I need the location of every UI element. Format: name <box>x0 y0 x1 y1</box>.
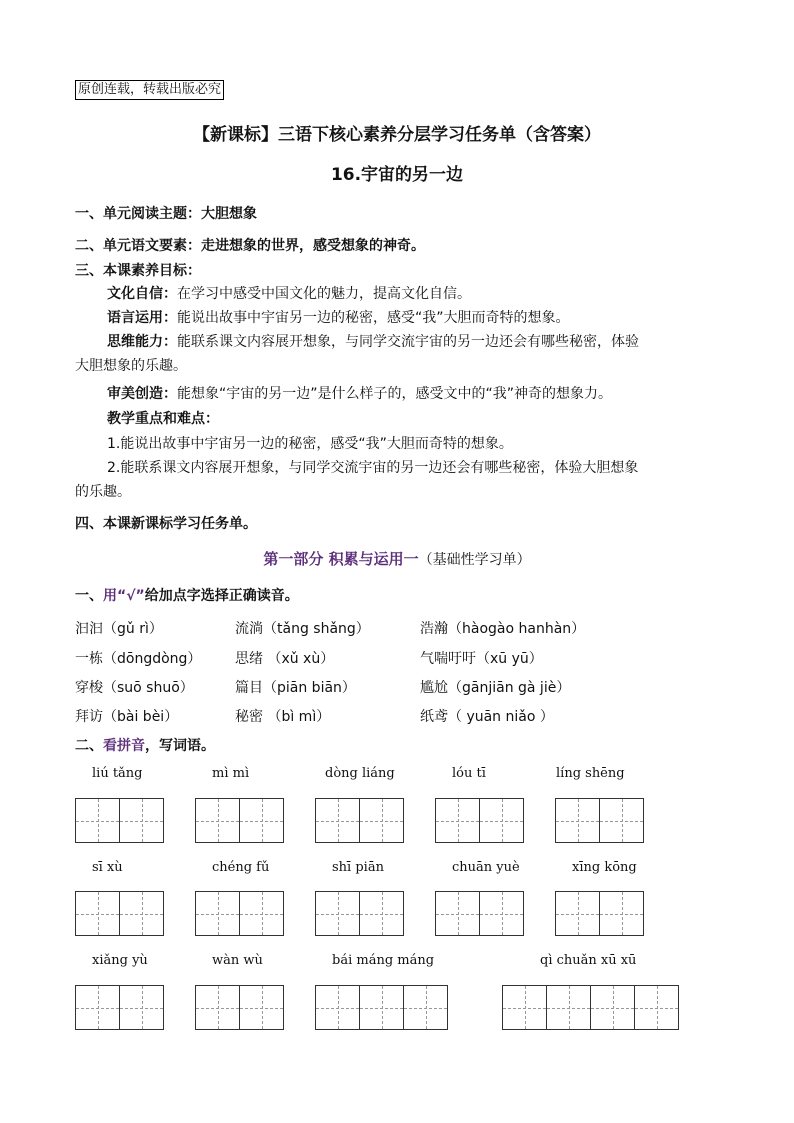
pinyin-label: xīng kōng <box>572 860 637 875</box>
reading-item: 篇目（piān biān） <box>235 680 356 696</box>
goal-label: 文化自信： <box>107 286 177 302</box>
writing-grid[interactable] <box>315 891 404 936</box>
goal-label: 审美创造： <box>107 386 177 402</box>
writing-grid[interactable] <box>315 985 448 1030</box>
pinyin-label: líng shēng <box>556 766 625 781</box>
goal-label: 语言运用： <box>107 310 177 326</box>
pinyin-label: dòng liáng <box>325 766 395 781</box>
reading-item: 气喘吁吁（xū yū） <box>420 651 543 667</box>
writing-grid[interactable] <box>555 891 644 936</box>
section-goals: 三、本课素养目标： <box>75 263 201 279</box>
writing-grid[interactable] <box>75 891 164 936</box>
reading-item: 拜访（bài bèi） <box>75 709 179 725</box>
goal-language <box>75 306 725 330</box>
writing-grid[interactable] <box>195 985 284 1030</box>
writing-grid[interactable] <box>195 891 284 936</box>
lesson-title: 16.宇宙的另一边 <box>330 165 464 185</box>
goal-culture <box>75 282 725 306</box>
section-reading-theme: 一、单元阅读主题：大胆想象 <box>75 206 257 222</box>
goal-text: 能联系课文内容展开想象，与同学交流宇宙的另一边还会有哪些秘密，体验 <box>177 334 639 350</box>
pinyin-label: shī piān <box>332 860 384 875</box>
writing-grid[interactable] <box>195 798 284 843</box>
pinyin-label: wàn wù <box>212 953 263 968</box>
goal-label: 思维能力： <box>107 334 177 350</box>
reading-item: 浩瀚（hàogào hanhàn） <box>420 621 586 637</box>
reading-item: 思绪 （xǔ xù） <box>235 651 335 667</box>
reading-item: 纸鸢（ yuān niǎo ） <box>420 709 554 725</box>
writing-grid[interactable] <box>75 798 164 843</box>
writing-grid[interactable] <box>75 985 164 1030</box>
question-1-title: 一、用“√”给加点字选择正确读音。 <box>75 588 299 604</box>
pinyin-label: chuān yuè <box>452 860 520 875</box>
reading-item: 汩汩（gǔ rì） <box>75 621 163 637</box>
writing-grid[interactable] <box>502 985 679 1030</box>
pinyin-label: sī xù <box>92 860 123 875</box>
key-point-2: 2.能联系课文内容展开想象，与同学交流宇宙的另一边还会有哪些秘密，体验大胆想象 的乐趣。 <box>75 460 639 500</box>
section-language-elements: 二、单元语文要素：走进想象的世界，感受想象的神奇。 <box>75 238 425 254</box>
goal-text: 在学习中感受中国文化的魅力，提高文化自信。 <box>177 286 471 302</box>
pinyin-label: qì chuǎn xū xū <box>540 953 637 968</box>
goal-text: 能说出故事中宇宙另一边的秘密，感受“我”大胆而奇特的想象。 <box>177 310 570 326</box>
reading-item: 秘密 （bì mì） <box>235 709 331 725</box>
writing-grid[interactable] <box>555 798 644 843</box>
reading-item: 一栋（dōngdòng） <box>75 651 202 667</box>
section-task-list: 四、本课新课标学习任务单。 <box>75 516 257 532</box>
pinyin-label: lóu tī <box>452 766 486 781</box>
pinyin-label: mì mì <box>212 766 250 781</box>
reading-item: 流淌（tǎng shǎng） <box>235 621 370 637</box>
question-2-title: 二、看拼音，写词语。 <box>75 738 215 754</box>
goal-aesthetic <box>75 382 725 406</box>
pinyin-label: chéng fǔ <box>212 860 270 875</box>
copyright-notice: 原创连载，转载出版必究 <box>75 80 224 100</box>
writing-grid[interactable] <box>435 798 524 843</box>
writing-grid[interactable] <box>435 891 524 936</box>
reading-item: 尴尬（gānjiān gà jiè） <box>420 680 571 696</box>
key-point-1: 1.能说出故事中宇宙另一边的秘密，感受“我”大胆而奇特的想象。 <box>107 436 513 452</box>
goal-text: 能想象“宇宙的另一边”是什么样子的，感受文中的“我”神奇的想象力。 <box>177 386 613 402</box>
goal-thinking <box>75 330 725 378</box>
pinyin-label: bái máng máng <box>332 953 435 968</box>
key-points-title: 教学重点和难点： <box>107 411 219 427</box>
writing-grid[interactable] <box>315 798 404 843</box>
document-title: 【新课标】三语下核心素养分层学习任务单（含答案） <box>193 125 601 145</box>
pinyin-label: liú tǎng <box>92 766 143 781</box>
pinyin-label: xiǎng yù <box>92 953 148 968</box>
part-heading: 第一部分 积累与运用一（基础性学习单） <box>263 550 531 568</box>
goal-text-cont: 大胆想象的乐趣。 <box>75 358 187 374</box>
reading-item: 穿梭（suō shuō） <box>75 680 194 696</box>
